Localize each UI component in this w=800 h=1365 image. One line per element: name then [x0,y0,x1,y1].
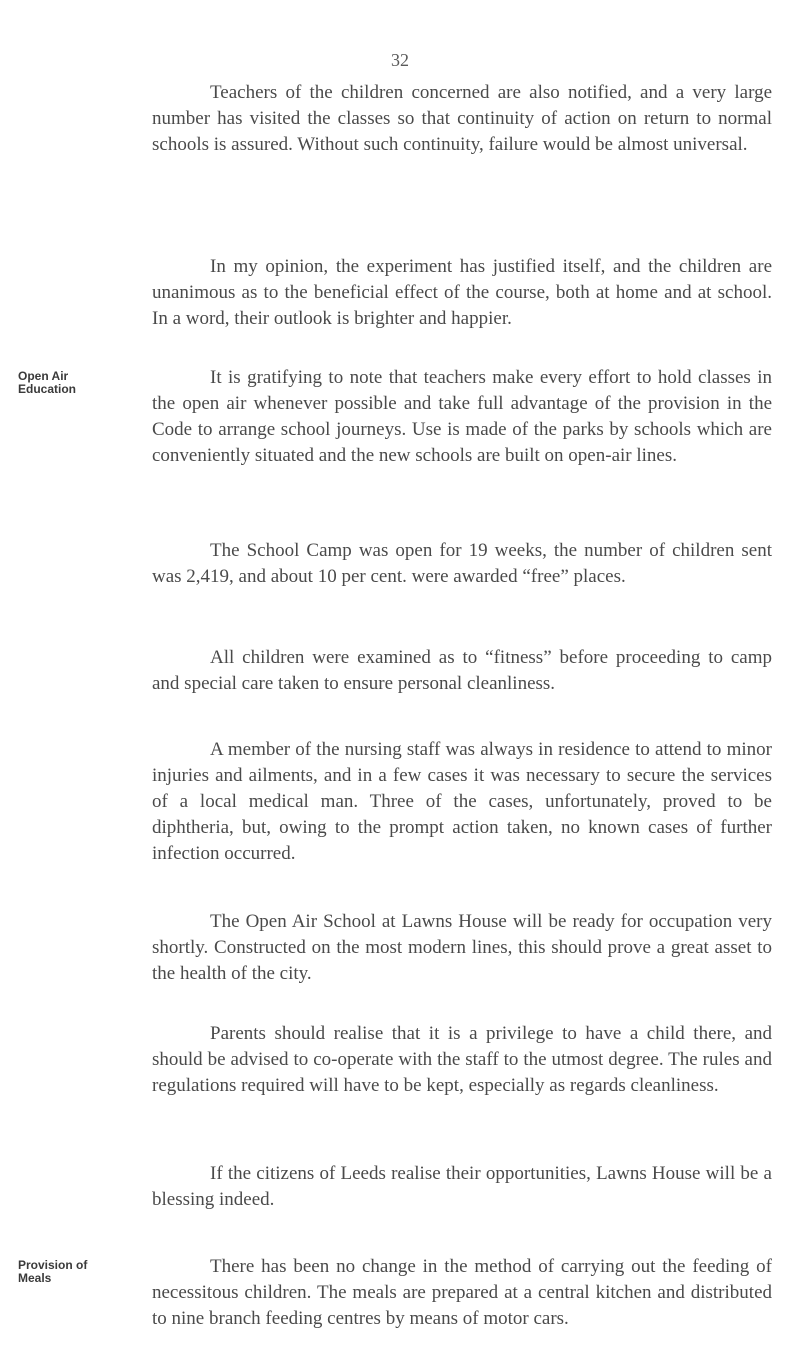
side-heading-line: Meals [18,1271,52,1285]
paragraph-school-camp: The School Camp was open for 19 weeks, the number of children sent was 2,419, and about 10 per cent. were awarded “free” places. [152,540,772,587]
paragraph-fitness-exam: All children were examined as to “fitness” before proceeding to camp and special care taken to ensure personal cleanliness. [152,647,772,694]
paragraph-feeding-children: There has been no change in the method of carrying out the feeding of necessitous children. The meals are prepared at a central kitchen and distributed to nine branch feeding centres by means of motor cars. [152,1256,772,1329]
page-number: 32 [391,50,409,70]
paragraph-citizens-of-leeds: If the citizens of Leeds realise their opportunities, Lawns House will be a blessing indeed. [152,1163,772,1210]
side-heading-open-air-education [18,370,128,396]
side-heading-line: Education [18,382,77,396]
paragraph-open-air-classes: It is gratifying to note that teachers make every effort to hold classes in the open air whenever possible and take full advantage of the provision in the Code to arrange school journeys. Use is made of the parks by schools which are conveniently situated and the new schools are built on open-air lines. [152,367,772,466]
paragraph-parents: Parents should realise that it is a privilege to have a child there, and should be advised to co-operate with the staff to the utmost degree. The rules and regulations required will have to be kept, especially as regards cleanliness. [152,1023,772,1096]
side-heading-line: Open Air [18,369,69,383]
side-heading-line: Provision of [18,1258,88,1272]
side-heading-provision-of-meals [18,1259,128,1285]
paragraph-experiment-justified: In my opinion, the experiment has justified itself, and the children are unanimous as to the beneficial effect of the course, both at home and at school. In a word, their outlook is brighter and happier. [152,256,772,329]
paragraph-teachers-notified: Teachers of the children concerned are also notified, and a very large number has visited the classes so that continuity of action on return to normal schools is assured. Without such continuity, failure would be almost universal. [152,82,772,155]
paragraph-nursing-staff: A member of the nursing staff was always in residence to attend to minor injuries and ailments, and in a few cases it was necessary to secure the services of a local medical man. Three of the cases, unfortunately, proved to be diphtheria, but, owing to the prompt action taken, no known cases of further infection occurred. [152,739,772,864]
paragraph-lawns-house: The Open Air School at Lawns House will be ready for occupation very shortly. Constructed on the most modern lines, this should prove a great asset to the health of the city. [152,911,772,984]
